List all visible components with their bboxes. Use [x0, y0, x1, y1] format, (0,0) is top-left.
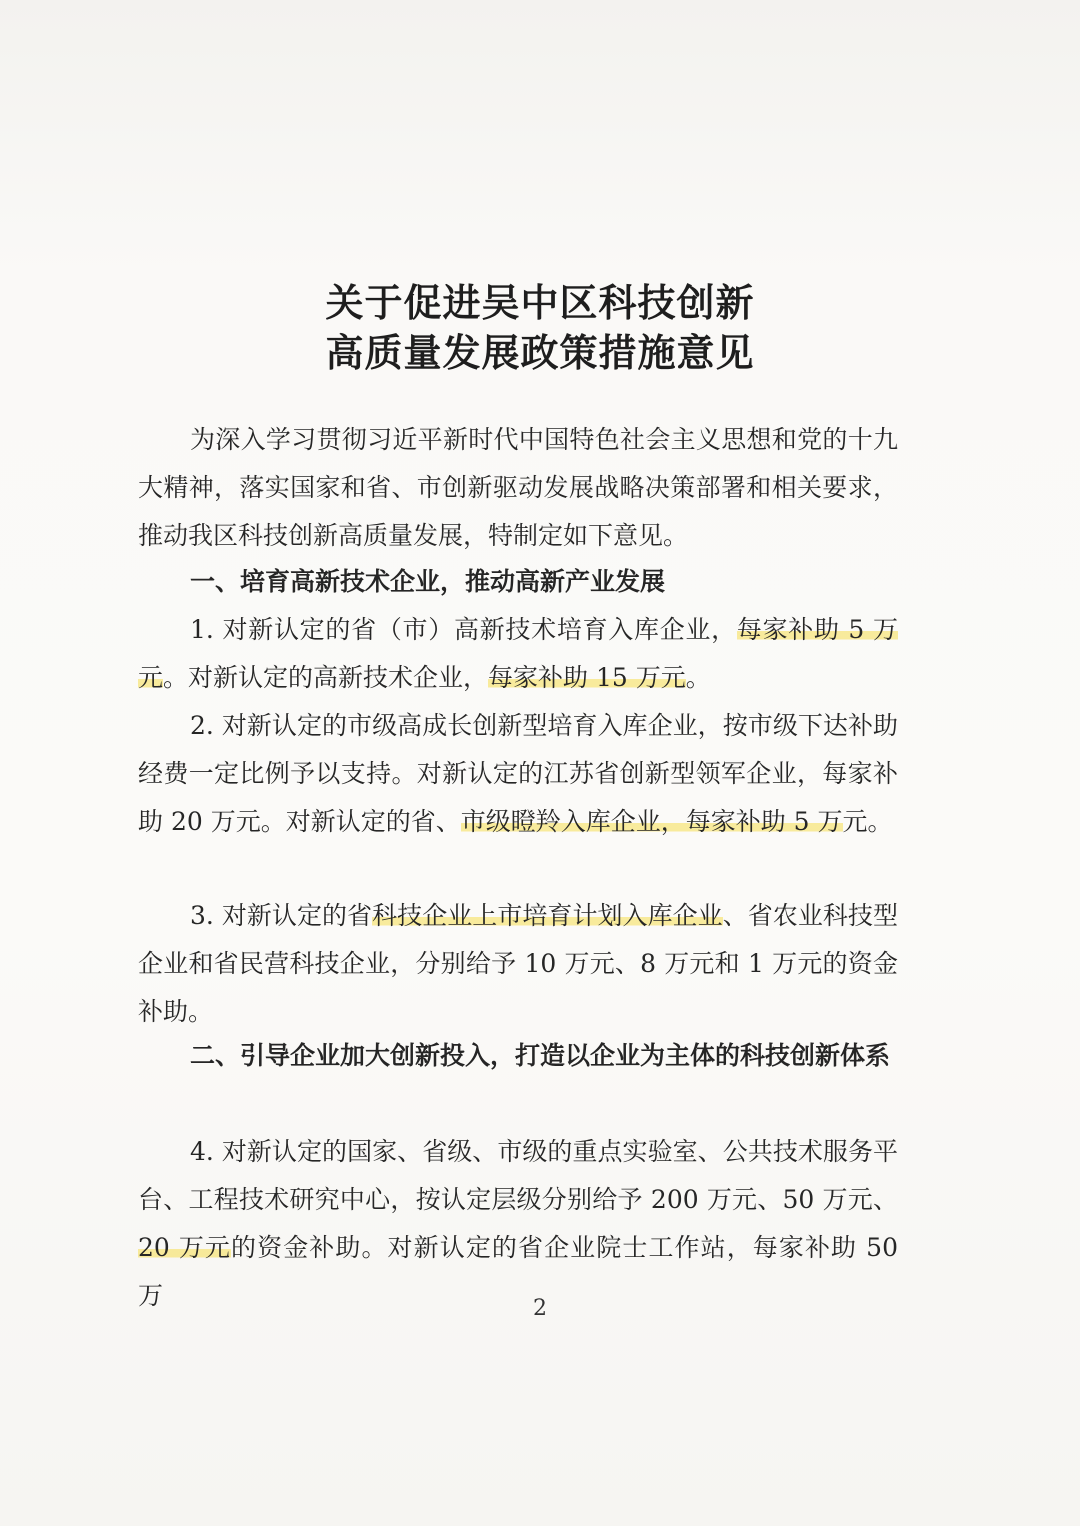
item-1-text-e: 。	[685, 663, 711, 692]
item-3-paragraph	[138, 892, 898, 1036]
section-heading-1: 一、培育高新技术企业，推动高新产业发展	[190, 567, 666, 596]
intro-paragraph: 为深入学习贯彻习近平新时代中国特色社会主义思想和党的十九大精神，落实国家和省、市创新驱动发展战略决策部署和相关要求，推动我区科技创新高质量发展，特制定如下意见。	[138, 425, 898, 550]
item-4-highlight: 20 万元	[138, 1233, 232, 1262]
item-4-paragraph	[138, 1128, 898, 1320]
item-3-text-c: 、省农业科技型企业和省民营科技企业，分别给予 10 万元、8 万元和 1 万元的资金补助。	[138, 901, 898, 1026]
item-4-text-c: 的资金补助。对新认定的省企业院士工作站，每家补助 50 万	[138, 1233, 898, 1310]
section-heading-2: 二、引导企业加大创新投入，打造以企业为主体的科技创新体系	[190, 1041, 891, 1070]
item-1-highlight-1: 每家补助 5 万元	[138, 615, 898, 692]
document-title-line2: 高质量发展政策措施意见	[325, 330, 755, 375]
item-1-text-c: 。对新认定的高新技术企业，	[163, 663, 489, 692]
item-4-text-a: 4. 对新认定的国家、省级、市级的重点实验室、公共技术服务平台、工程技术研究中心，按认定层级分别给予 200 万元、50 万元、	[138, 1137, 898, 1214]
item-2-highlight: 市级瞪羚入库企业，每家补助 5 万	[460, 807, 843, 836]
document-title-line1: 关于促进吴中区科技创新	[325, 280, 755, 325]
item-1-highlight-2: 每家补助 15 万元	[488, 663, 686, 692]
page-number: 2	[533, 1296, 547, 1321]
item-2-text-c: 元。	[842, 807, 893, 836]
item-2-paragraph	[138, 702, 898, 846]
item-2-text-a: 2. 对新认定的市级高成长创新型培育入库企业，按市级下达补助经费一定比例予以支持。对新认定的江苏省创新型领军企业，每家补助 20 万元。对新认定的省、	[138, 711, 898, 836]
item-1-text-a: 1. 对新认定的省（市）高新技术培育入库企业，	[190, 615, 737, 644]
item-1-paragraph	[138, 606, 898, 702]
item-3-highlight: 科技企业上市培育计划入库企业	[372, 901, 723, 930]
item-3-text-a: 3. 对新认定的省	[190, 901, 373, 930]
